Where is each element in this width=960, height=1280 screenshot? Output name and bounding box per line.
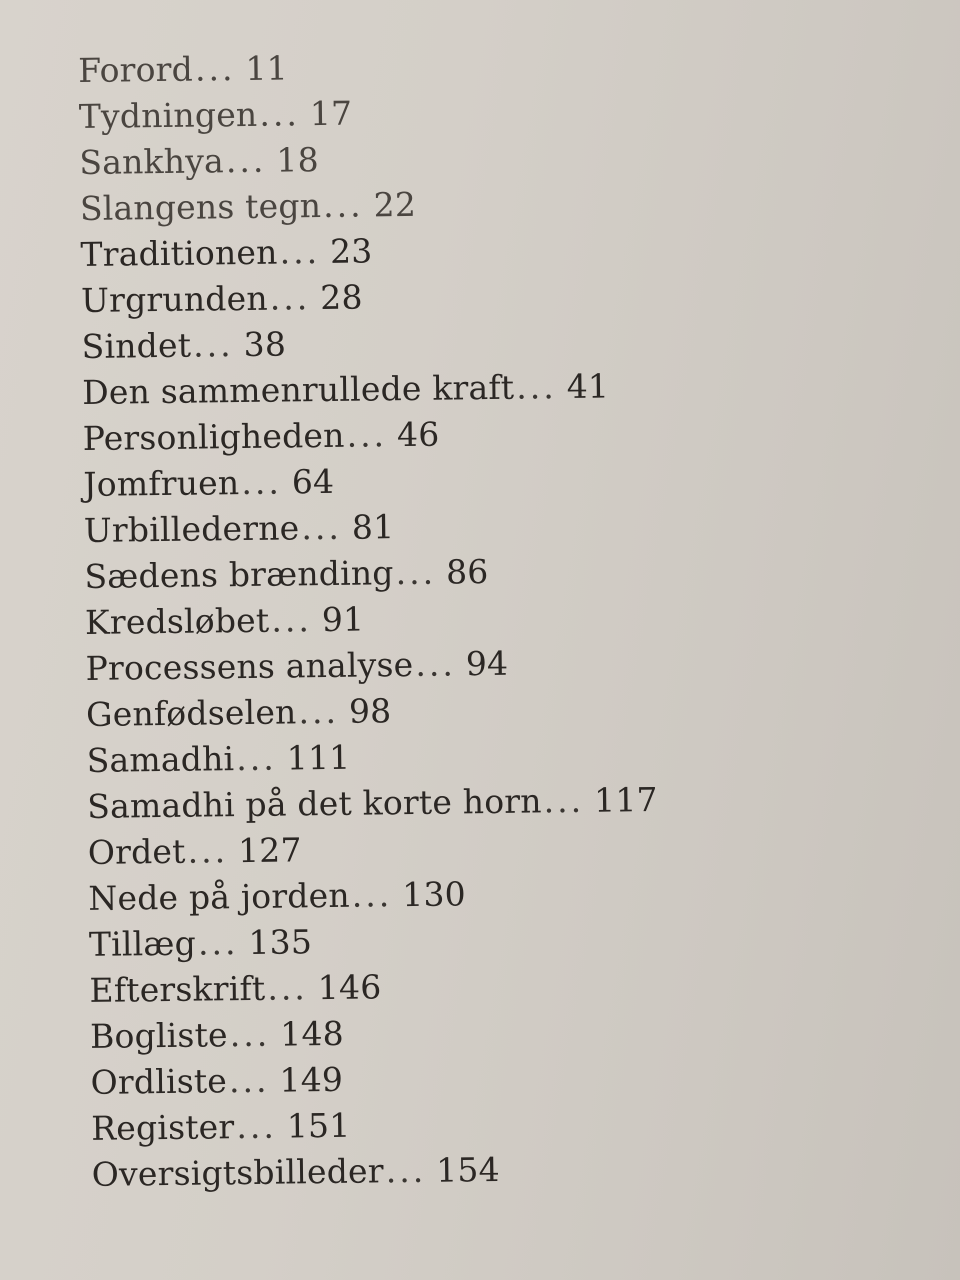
toc-entry-leader: ... xyxy=(259,94,301,134)
toc-entry-page-number: 91 xyxy=(321,599,365,640)
toc-entry-page-number: 41 xyxy=(566,366,610,407)
toc-entry-page-number: 149 xyxy=(279,1059,344,1100)
toc-entry-page-number: 151 xyxy=(286,1105,351,1146)
toc-entry-title: Bogliste xyxy=(89,1015,228,1056)
toc-entry-leader: ... xyxy=(271,600,313,640)
table-of-contents xyxy=(78,38,912,1198)
toc-entry-leader: ... xyxy=(301,507,343,548)
toc-entry-title: Kredsløbet xyxy=(84,600,270,642)
toc-entry-title: Oversigtsbilleder xyxy=(91,1151,384,1194)
toc-entry-leader: ... xyxy=(229,1014,271,1055)
toc-entry-leader: ... xyxy=(415,644,457,684)
toc-entry-title: Ordliste xyxy=(90,1061,228,1102)
toc-entry-title: Processens analyse xyxy=(85,644,414,688)
toc-entry-leader: ... xyxy=(279,232,321,272)
toc-entry-title: Urbillederne xyxy=(83,508,300,550)
toc-entry-title: Samadhi på det korte horn xyxy=(87,781,542,826)
toc-entry-leader: ... xyxy=(194,49,236,89)
toc-entry-page-number: 127 xyxy=(237,830,302,871)
toc-entry-page-number: 148 xyxy=(279,1013,345,1054)
toc-entry-title: Traditionen xyxy=(80,232,278,274)
toc-entry-title: Urgrunden xyxy=(80,278,269,320)
toc-entry-page-number: 28 xyxy=(320,277,363,318)
toc-entry-leader: ... xyxy=(543,780,585,821)
toc-entry-title: Tydningen xyxy=(78,94,258,136)
toc-entry-page-number: 17 xyxy=(309,93,353,134)
toc-entry-leader: ... xyxy=(225,140,267,181)
toc-entry-title: Genfødselen xyxy=(85,692,297,734)
toc-entry-title: Efterskrift xyxy=(89,968,266,1010)
toc-entry-title: Ordet xyxy=(87,831,186,872)
toc-entry-page-number: 117 xyxy=(593,779,658,820)
toc-entry-page-number: 98 xyxy=(348,691,392,731)
toc-entry-page-number: 135 xyxy=(248,922,313,962)
toc-entry-title: Den sammenrullede kraft xyxy=(81,367,515,412)
toc-entry-page-number: 94 xyxy=(465,643,509,684)
toc-entry-page-number: 22 xyxy=(373,184,417,225)
toc-entry-leader: ... xyxy=(395,552,437,593)
toc-entry-page-number: 81 xyxy=(351,507,395,547)
toc-entry-leader: ... xyxy=(236,1106,278,1147)
toc-entry-leader: ... xyxy=(192,325,234,365)
toc-entry-title: Sindet xyxy=(81,325,192,366)
toc-entry-leader: ... xyxy=(269,278,311,318)
toc-entry-title: Sædens brænding xyxy=(84,553,394,596)
toc-entry-leader: ... xyxy=(187,831,229,871)
toc-entry-title: Samadhi xyxy=(86,739,235,780)
toc-entry-title: Personligheden xyxy=(82,415,345,458)
toc-entry-title: Nede på jorden xyxy=(88,875,351,918)
toc-entry-page-number: 154 xyxy=(435,1149,501,1190)
toc-entry-leader: ... xyxy=(515,367,557,407)
toc-entry-leader: ... xyxy=(385,1150,427,1191)
toc-entry-page-number: 111 xyxy=(286,737,351,778)
toc-entry-page-number: 18 xyxy=(276,140,320,180)
toc-entry-leader: ... xyxy=(228,1060,270,1101)
toc-entry-title: Jomfruen xyxy=(83,463,240,504)
toc-entry-leader: ... xyxy=(298,691,340,732)
toc-entry-title: Sankhya xyxy=(79,141,225,182)
toc-entry-leader: ... xyxy=(322,185,364,226)
toc-entry-leader: ... xyxy=(241,462,283,503)
toc-entry-page-number: 64 xyxy=(291,461,335,502)
toc-entry-leader: ... xyxy=(351,875,393,915)
toc-entry-page-number: 130 xyxy=(402,874,467,915)
toc-entry-title: Tillæg xyxy=(88,923,197,964)
toc-entry-page-number: 86 xyxy=(445,552,489,592)
toc-entry-leader: ... xyxy=(236,738,278,779)
toc-entry-page-number: 23 xyxy=(329,231,373,271)
toc-entry-page-number: 146 xyxy=(317,967,382,1008)
toc-entry-title: Register xyxy=(90,1107,235,1148)
toc-entry-page-number: 38 xyxy=(243,324,287,364)
toc-entry-page-number: 46 xyxy=(396,414,440,455)
toc-entry-leader: ... xyxy=(267,968,309,1008)
toc-entry-page-number: 11 xyxy=(245,48,289,88)
toc-entry-title: Forord xyxy=(78,49,194,90)
toc-entry-leader: ... xyxy=(197,923,239,963)
toc-entry-leader: ... xyxy=(346,415,388,455)
toc-entry-title: Slangens tegn xyxy=(79,186,322,228)
toc-entry xyxy=(91,1142,912,1198)
